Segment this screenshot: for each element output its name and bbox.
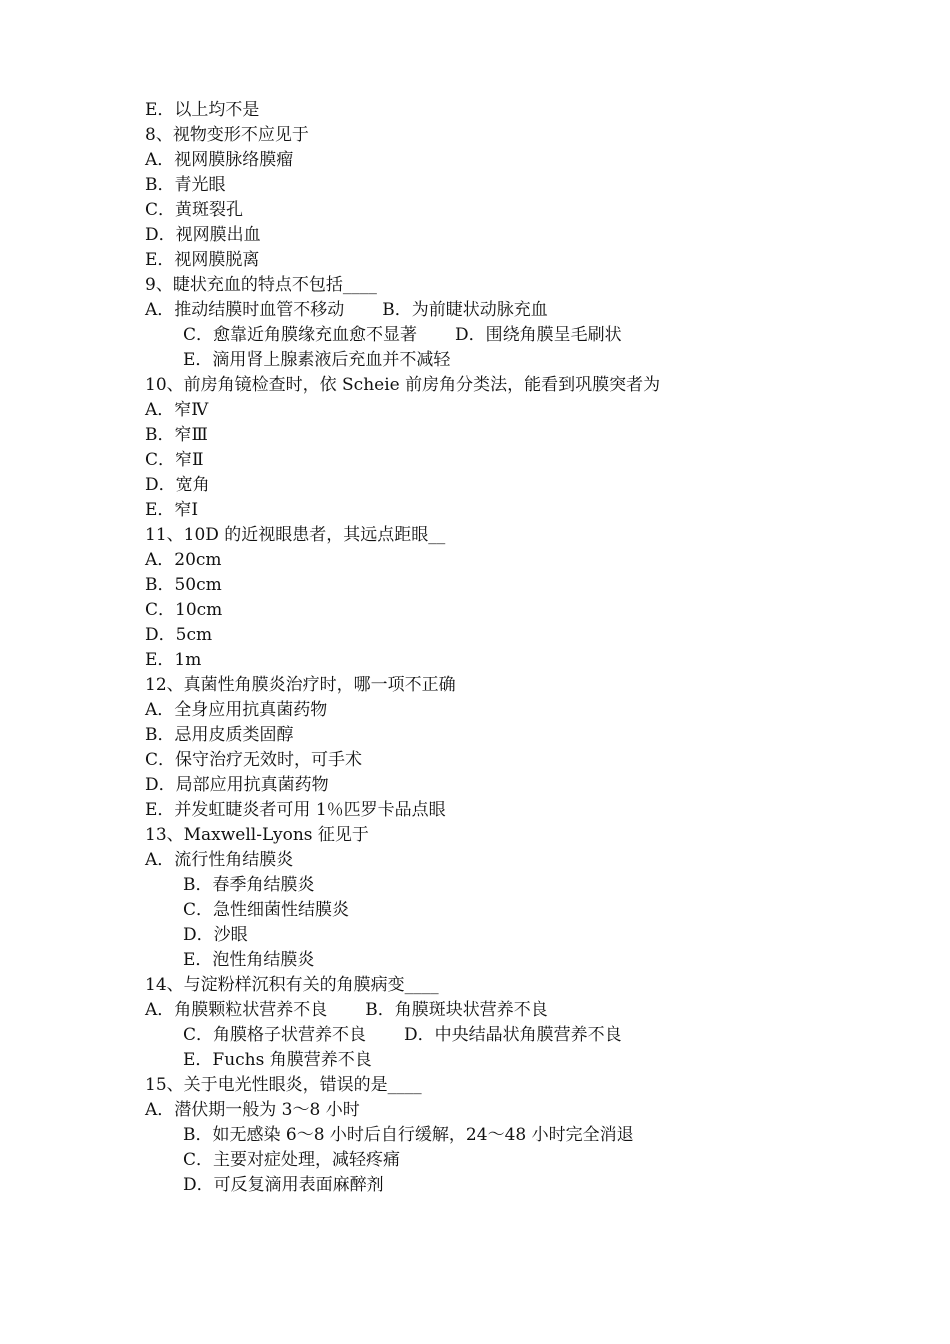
q9-options-ab [145, 298, 548, 323]
q15-option-b: B．如无感染 6～8 小时后自行缓解，24～48 小时完全消退 [183, 1125, 634, 1145]
q10-stem: 10、前房角镜检查时，依 Scheie 前房角分类法，能看到巩膜突者为 [145, 375, 661, 395]
q8-option-a: A．视网膜脉络膜瘤 [145, 150, 294, 170]
q8-option-e: E．视网膜脱离 [145, 250, 260, 270]
q14-options-cd [183, 1023, 622, 1048]
q14-option-b: B．角膜斑块状营养不良 [365, 1000, 548, 1020]
q13-option-b: B．春季角结膜炎 [183, 875, 315, 895]
q13-option-d: D．沙眼 [183, 925, 248, 945]
q10-option-b: B．窄Ⅲ [145, 425, 208, 445]
q12-option-d: D．局部应用抗真菌药物 [145, 775, 329, 795]
q14-stem: 14、与淀粉样沉积有关的角膜病变____ [145, 975, 439, 995]
q9-option-e: E．滴用肾上腺素液后充血并不减轻 [183, 350, 451, 370]
q9-option-a: A．推动结膜时血管不移动 [145, 300, 345, 320]
q11-option-a: A．20cm [145, 550, 222, 570]
q8-option-d: D．视网膜出血 [145, 225, 261, 245]
q9-option-d: D．围绕角膜呈毛刷状 [455, 325, 622, 345]
q13-stem: 13、Maxwell-Lyons 征见于 [145, 825, 369, 845]
q11-option-e: E．1m [145, 650, 202, 670]
q15-option-c: C．主要对症处理，减轻疼痛 [183, 1150, 401, 1170]
q12-option-b: B．忌用皮质类固醇 [145, 725, 294, 745]
q14-option-c: C．角膜格子状营养不良 [183, 1025, 367, 1045]
q12-stem: 12、真菌性角膜炎治疗时，哪一项不正确 [145, 675, 456, 695]
q9-options-cd [183, 323, 622, 348]
q11-option-d: D．5cm [145, 625, 213, 645]
q12-option-c: C．保守治疗无效时，可手术 [145, 750, 363, 770]
q15-option-d: D．可反复滴用表面麻醉剂 [183, 1175, 384, 1195]
q8-option-b: B．青光眼 [145, 175, 226, 195]
q11-option-c: C．10cm [145, 600, 223, 620]
q9-option-c: C．愈靠近角膜缘充血愈不显著 [183, 325, 418, 345]
q10-option-d: D．宽角 [145, 475, 210, 495]
q12-option-e: E．并发虹睫炎者可用 1％匹罗卡品点眼 [145, 800, 446, 820]
q10-option-a: A．窄Ⅳ [145, 400, 209, 420]
q8-option-c: C．黄斑裂孔 [145, 200, 244, 220]
q13-option-e: E．泡性角结膜炎 [183, 950, 315, 970]
q11-stem: 11、10D 的近视眼患者，其远点距眼__ [145, 525, 446, 545]
q10-option-c: C．窄Ⅱ [145, 450, 204, 470]
q8-stem: 8、视物变形不应见于 [145, 125, 309, 145]
q12-option-a: A．全身应用抗真菌药物 [145, 700, 328, 720]
q15-stem: 15、关于电光性眼炎，错误的是____ [145, 1075, 422, 1095]
q11-option-b: B．50cm [145, 575, 222, 595]
q9-option-b: B．为前睫状动脉充血 [382, 300, 548, 320]
q7-option-e: E．以上均不是 [145, 100, 260, 120]
q9-stem: 9、睫状充血的特点不包括____ [145, 275, 377, 295]
q13-option-c: C．急性细菌性结膜炎 [183, 900, 350, 920]
q14-options-ab [145, 998, 548, 1023]
q14-option-e: E．Fuchs 角膜营养不良 [183, 1050, 372, 1070]
q14-option-d: D．中央结晶状角膜营养不良 [404, 1025, 622, 1045]
q14-option-a: A．角膜颗粒状营养不良 [145, 1000, 328, 1020]
q13-option-a: A．流行性角结膜炎 [145, 850, 294, 870]
q10-option-e: E．窄Ⅰ [145, 500, 199, 520]
q15-option-a: A．潜伏期一般为 3～8 小时 [145, 1100, 360, 1120]
